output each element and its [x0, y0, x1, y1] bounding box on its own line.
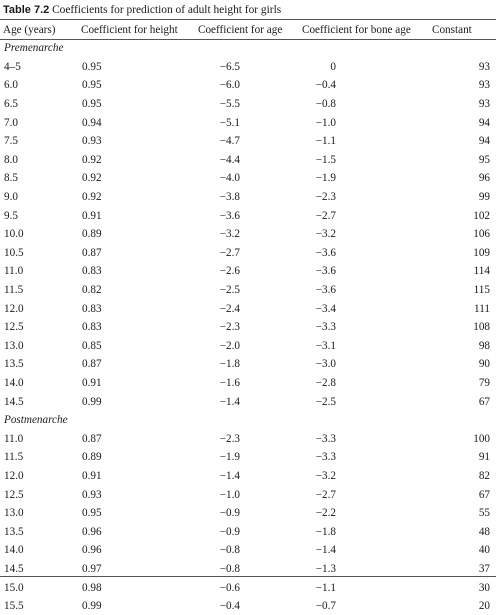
constant-cell: 37 [478, 562, 490, 575]
table-row [0, 132, 496, 151]
bone-age-coefficient-cell: −2.7 [315, 488, 336, 501]
height-coefficient-cell: 0.87 [82, 432, 102, 445]
bone-age-coefficient-cell: −3.0 [315, 358, 336, 371]
table-row [0, 151, 496, 170]
section-title: Postmenarche [4, 414, 68, 427]
age-coefficient-cell: −0.8 [219, 544, 240, 557]
table-row [0, 374, 496, 393]
constant-cell: 82 [478, 469, 490, 482]
height-coefficient-cell: 0.92 [82, 153, 102, 166]
bone-age-coefficient-cell: −3.4 [315, 302, 336, 315]
age-cell: 8.0 [4, 153, 18, 166]
constant-cell: 93 [478, 60, 490, 73]
age-coefficient-cell: −3.2 [219, 228, 240, 241]
table-row [0, 392, 496, 411]
table-row [0, 58, 496, 77]
constant-cell: 100 [473, 432, 490, 445]
bone-age-coefficient-cell: −2.3 [315, 191, 336, 204]
table-row [0, 95, 496, 114]
height-coefficient-cell: 0.94 [82, 116, 102, 129]
bone-age-coefficient-cell: −3.6 [315, 265, 336, 278]
bone-age-coefficient-cell: −3.1 [315, 339, 336, 352]
bone-age-coefficient-cell: −1.0 [315, 116, 336, 129]
bone-age-coefficient-cell: −3.2 [315, 469, 336, 482]
age-cell: 13.5 [4, 525, 24, 538]
height-coefficient-cell: 0.91 [82, 209, 102, 222]
age-cell: 14.5 [4, 562, 24, 575]
section-title: Premenarche [4, 42, 64, 55]
age-cell: 6.5 [4, 98, 18, 111]
table-caption [3, 3, 281, 17]
table-row [0, 337, 496, 356]
table-row [0, 76, 496, 95]
constant-cell: 30 [478, 581, 490, 594]
age-coefficient-cell: −2.3 [219, 321, 240, 334]
constant-cell: 106 [473, 228, 490, 241]
age-cell: 11.5 [4, 284, 24, 297]
constant-cell: 90 [478, 358, 490, 371]
height-coefficient-cell: 0.95 [82, 60, 102, 73]
age-coefficient-cell: −0.9 [219, 507, 240, 520]
table-row [0, 504, 496, 523]
constant-cell: 98 [478, 339, 490, 352]
bone-age-coefficient-cell: −1.4 [315, 544, 336, 557]
column-header-constant: Constant [432, 23, 472, 36]
height-coefficient-cell: 0.93 [82, 488, 102, 501]
height-coefficient-cell: 0.83 [82, 302, 102, 315]
age-coefficient-cell: −0.6 [219, 581, 240, 594]
table-row [0, 113, 496, 132]
bone-age-coefficient-cell: −1.3 [315, 562, 336, 575]
constant-cell: 20 [478, 600, 490, 613]
height-coefficient-cell: 0.83 [82, 321, 102, 334]
constant-cell: 99 [478, 191, 490, 204]
height-coefficient-cell: 0.97 [82, 562, 102, 575]
bone-age-coefficient-cell: −3.3 [315, 321, 336, 334]
age-coefficient-cell: −2.7 [219, 246, 240, 259]
bone-age-coefficient-cell: −3.3 [315, 451, 336, 464]
age-cell: 13.5 [4, 358, 24, 371]
age-cell: 10.0 [4, 228, 24, 241]
age-coefficient-cell: −6.5 [219, 60, 240, 73]
age-cell: 13.0 [4, 507, 24, 520]
bone-age-coefficient-cell: −1.8 [315, 525, 336, 538]
constant-cell: 102 [473, 209, 490, 222]
section-header-row [0, 411, 496, 430]
height-coefficient-cell: 0.92 [82, 191, 102, 204]
constant-cell: 115 [473, 284, 490, 297]
height-coefficient-cell: 0.93 [82, 135, 102, 148]
bone-age-coefficient-cell: −2.2 [315, 507, 336, 520]
constant-cell: 55 [478, 507, 490, 520]
height-coefficient-cell: 0.89 [82, 451, 102, 464]
age-cell: 12.5 [4, 488, 24, 501]
height-coefficient-cell: 0.87 [82, 358, 102, 371]
bone-age-coefficient-cell: −3.6 [315, 284, 336, 297]
table-row [0, 578, 496, 597]
table-number: Table 7.2 [3, 4, 50, 16]
bone-age-coefficient-cell: −1.9 [315, 172, 336, 185]
age-coefficient-cell: −2.4 [219, 302, 240, 315]
table-row [0, 318, 496, 337]
constant-cell: 79 [478, 376, 490, 389]
age-coefficient-cell: −1.4 [219, 395, 240, 408]
bone-age-coefficient-cell: −0.7 [315, 600, 336, 613]
age-cell: 11.0 [4, 265, 24, 278]
age-coefficient-cell: −3.6 [219, 209, 240, 222]
age-cell: 10.5 [4, 246, 24, 259]
constant-cell: 40 [478, 544, 490, 557]
height-coefficient-cell: 0.96 [82, 544, 102, 557]
bone-age-coefficient-cell: −1.5 [315, 153, 336, 166]
age-cell: 7.0 [4, 116, 18, 129]
table-row [0, 541, 496, 560]
bone-age-coefficient-cell: −2.7 [315, 209, 336, 222]
age-coefficient-cell: −2.6 [219, 265, 240, 278]
height-coefficient-cell: 0.87 [82, 246, 102, 259]
age-coefficient-cell: −5.1 [219, 116, 240, 129]
table-row [0, 244, 496, 263]
age-coefficient-cell: −1.4 [219, 469, 240, 482]
height-coefficient-cell: 0.83 [82, 265, 102, 278]
coefficients-table [0, 20, 496, 615]
age-coefficient-cell: −4.7 [219, 135, 240, 148]
age-coefficient-cell: −0.4 [219, 600, 240, 613]
bone-age-coefficient-cell: −1.1 [315, 581, 336, 594]
age-coefficient-cell: −2.0 [219, 339, 240, 352]
bone-age-coefficient-cell: −3.3 [315, 432, 336, 445]
section-header-row [0, 39, 496, 58]
age-coefficient-cell: −6.0 [219, 79, 240, 92]
table-row [0, 355, 496, 374]
age-cell: 14.0 [4, 376, 24, 389]
table-row [0, 448, 496, 467]
constant-cell: 94 [478, 116, 490, 129]
height-coefficient-cell: 0.99 [82, 600, 102, 613]
constant-cell: 48 [478, 525, 490, 538]
height-coefficient-cell: 0.98 [82, 581, 102, 594]
constant-cell: 109 [473, 246, 490, 259]
age-cell: 6.0 [4, 79, 18, 92]
age-cell: 15.0 [4, 581, 24, 594]
age-coefficient-cell: −2.5 [219, 284, 240, 297]
bone-age-coefficient-cell: −3.6 [315, 246, 336, 259]
height-coefficient-cell: 0.95 [82, 507, 102, 520]
table-row [0, 522, 496, 541]
age-coefficient-cell: −1.6 [219, 376, 240, 389]
constant-cell: 93 [478, 98, 490, 111]
constant-cell: 96 [478, 172, 490, 185]
table-row [0, 485, 496, 504]
age-cell: 12.0 [4, 469, 24, 482]
height-coefficient-cell: 0.85 [82, 339, 102, 352]
age-cell: 8.5 [4, 172, 18, 185]
column-header-height: Coefficient for height [81, 23, 178, 36]
table-row [0, 597, 496, 615]
age-cell: 14.5 [4, 395, 24, 408]
constant-cell: 111 [474, 302, 490, 315]
bone-age-coefficient-cell: −0.8 [315, 98, 336, 111]
age-cell: 11.0 [4, 432, 24, 445]
age-cell: 7.5 [4, 135, 18, 148]
age-coefficient-cell: −0.9 [219, 525, 240, 538]
height-coefficient-cell: 0.91 [82, 469, 102, 482]
age-coefficient-cell: −2.3 [219, 432, 240, 445]
age-coefficient-cell: −3.8 [219, 191, 240, 204]
bone-age-coefficient-cell: −3.2 [315, 228, 336, 241]
bone-age-coefficient-cell: −0.4 [315, 79, 336, 92]
table-row [0, 429, 496, 448]
constant-cell: 91 [478, 451, 490, 464]
height-coefficient-cell: 0.92 [82, 172, 102, 185]
age-cell: 11.5 [4, 451, 24, 464]
height-coefficient-cell: 0.89 [82, 228, 102, 241]
constant-cell: 108 [473, 321, 490, 334]
bone-age-coefficient-cell: −1.1 [315, 135, 336, 148]
age-coefficient-cell: −0.8 [219, 562, 240, 575]
height-coefficient-cell: 0.91 [82, 376, 102, 389]
column-header-bone-age: Coefficient for bone age [302, 23, 411, 36]
age-cell: 12.5 [4, 321, 24, 334]
age-coefficient-cell: −1.8 [219, 358, 240, 371]
table-row [0, 206, 496, 225]
bone-age-coefficient-cell: −2.5 [315, 395, 336, 408]
height-coefficient-cell: 0.96 [82, 525, 102, 538]
constant-cell: 114 [473, 265, 490, 278]
table-row [0, 467, 496, 486]
table-row [0, 299, 496, 318]
age-cell: 9.0 [4, 191, 18, 204]
constant-cell: 95 [478, 153, 490, 166]
age-cell: 14.0 [4, 544, 24, 557]
constant-cell: 67 [478, 395, 490, 408]
constant-cell: 67 [478, 488, 490, 501]
column-header-age: Age (years) [3, 23, 56, 36]
age-cell: 9.5 [4, 209, 18, 222]
table-body [0, 39, 496, 615]
age-cell: 13.0 [4, 339, 24, 352]
height-coefficient-cell: 0.99 [82, 395, 102, 408]
age-coefficient-cell: −1.9 [219, 451, 240, 464]
age-cell: 12.0 [4, 302, 24, 315]
table-title: Coefficients for prediction of adult height for girls [52, 4, 282, 16]
bone-age-coefficient-cell: −2.8 [315, 376, 336, 389]
age-cell: 15.5 [4, 600, 24, 613]
column-header-age-coefficient: Coefficient for age [198, 23, 283, 36]
header-row [0, 20, 496, 39]
table-row [0, 188, 496, 207]
table-row [0, 169, 496, 188]
table-row [0, 560, 496, 579]
constant-cell: 94 [478, 135, 490, 148]
age-cell: 4–5 [4, 60, 21, 73]
constant-cell: 93 [478, 79, 490, 92]
table-row [0, 225, 496, 244]
age-coefficient-cell: −5.5 [219, 98, 240, 111]
height-coefficient-cell: 0.95 [82, 98, 102, 111]
table-row [0, 281, 496, 300]
age-coefficient-cell: −1.0 [219, 488, 240, 501]
height-coefficient-cell: 0.82 [82, 284, 102, 297]
height-coefficient-cell: 0.95 [82, 79, 102, 92]
table-row [0, 262, 496, 281]
bone-age-coefficient-cell: 0 [330, 60, 336, 73]
age-coefficient-cell: −4.0 [219, 172, 240, 185]
age-coefficient-cell: −4.4 [219, 153, 240, 166]
